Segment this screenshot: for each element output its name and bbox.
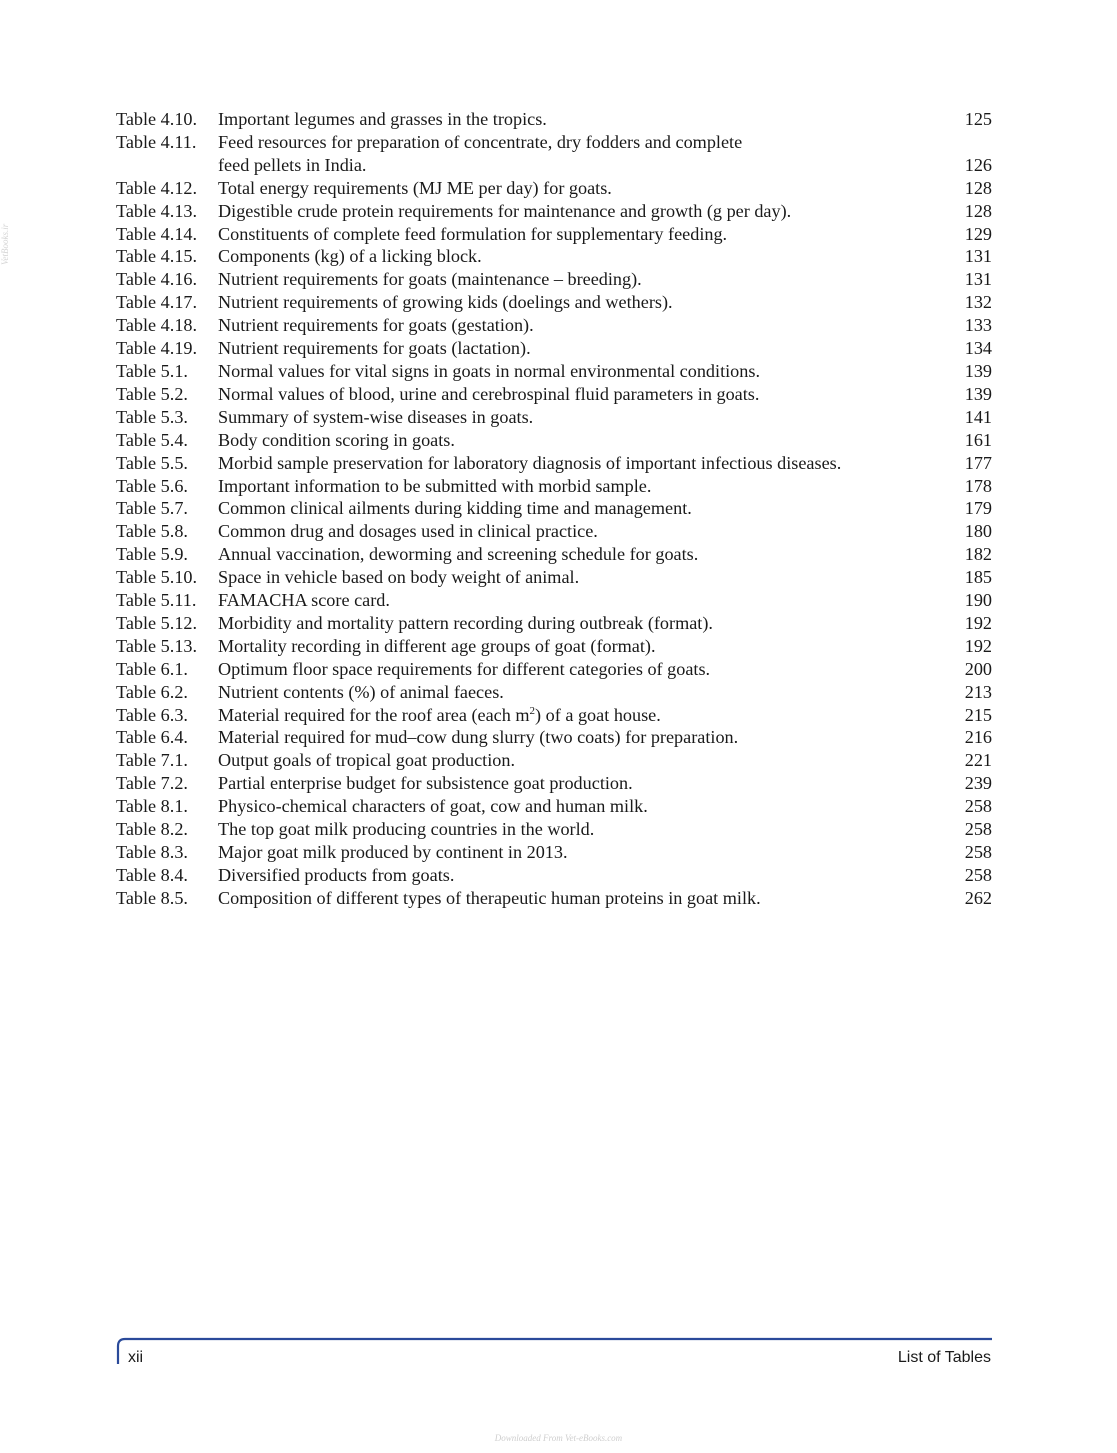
- table-entry-row: [116, 635, 992, 658]
- table-entry-label: Table 5.9.: [116, 544, 188, 565]
- table-entry-label: Table 5.3.: [116, 406, 188, 427]
- table-entry-row: [116, 749, 992, 772]
- table-entry-page: 139: [964, 383, 992, 404]
- table-entry-title: Annual vaccination, deworming and screening schedule for goats.: [218, 544, 699, 565]
- table-entry-title-line2: feed pellets in India.: [218, 154, 367, 175]
- table-entry-page: 239: [964, 773, 992, 794]
- table-entry-title: Important information to be submitted with morbid sample.: [218, 475, 652, 496]
- table-entry-label: Table 4.12.: [116, 177, 198, 198]
- table-entry-label: Table 7.1.: [116, 750, 188, 771]
- table-entry-page: 128: [964, 177, 992, 198]
- table-entry-title: [218, 131, 932, 154]
- table-entry-page: 179: [964, 498, 992, 519]
- table-entry-label: Table 4.14.: [116, 223, 198, 244]
- table-entry-row: [116, 772, 992, 795]
- table-entry-page: 192: [964, 635, 992, 656]
- table-entry-label: Table 4.17.: [116, 292, 198, 313]
- table-entry-row: [116, 612, 992, 635]
- table-entry-title: Nutrient requirements for goats (lactation).: [218, 338, 531, 359]
- table-entry-label: Table 5.2.: [116, 383, 188, 404]
- table-entry-row: [116, 268, 992, 291]
- table-entry-label: Table 4.15.: [116, 246, 198, 267]
- table-entry-row: [116, 864, 992, 887]
- table-entry-label: Table 4.13.: [116, 200, 198, 221]
- table-entry-label: Table 4.11.: [116, 131, 197, 152]
- table-entry-label: Table 5.11.: [116, 590, 197, 611]
- table-entry-row: [116, 497, 992, 520]
- table-entry-title: Important legumes and grasses in the tropics.: [218, 109, 547, 129]
- superscript: 2: [529, 704, 536, 717]
- list-of-tables: [116, 108, 992, 910]
- table-entry-row: [116, 223, 992, 246]
- table-entry-page: 258: [964, 796, 992, 817]
- table-entry-title: Composition of different types of therapeutic human proteins in goat milk.: [218, 887, 761, 908]
- table-entry-page: 190: [964, 590, 992, 611]
- table-entry-page: 131: [964, 246, 992, 267]
- table-entry-row: [116, 520, 992, 543]
- table-entry-row: [116, 383, 992, 406]
- table-entry-label: Table 5.13.: [116, 635, 198, 656]
- table-entry-page: 180: [964, 521, 992, 542]
- table-entry-page: 128: [964, 200, 992, 221]
- table-entry-row: [116, 704, 992, 727]
- table-entry-label: Table 4.18.: [116, 315, 198, 336]
- table-entry-label: Table 5.5.: [116, 452, 188, 473]
- table-entry-label: Table 5.7.: [116, 498, 188, 519]
- table-entry-row: [116, 177, 992, 200]
- table-entry-row: [116, 200, 992, 223]
- table-entry-label: Table 8.3.: [116, 842, 188, 862]
- table-entry-page: 192: [964, 612, 992, 633]
- table-entry-row: [116, 291, 992, 314]
- table-entry-label: Table 8.4.: [116, 864, 188, 885]
- table-entry-row: [116, 726, 992, 749]
- table-entry-title-line1: Feed resources for preparation of concentrate, dry fodders and complete: [218, 131, 743, 152]
- table-entry-row: [116, 452, 992, 475]
- table-entry-title: [218, 704, 932, 727]
- table-entry-title: Constituents of complete feed formulation for supplementary feeding.: [218, 223, 728, 244]
- table-entry-label: Table 5.8.: [116, 521, 188, 542]
- table-entry-row: [116, 566, 992, 589]
- table-entry-page: 262: [964, 887, 992, 908]
- table-entry-page: 258: [964, 864, 992, 885]
- table-entry-row: [116, 589, 992, 612]
- table-entry-row: [116, 360, 992, 383]
- table-entry-label: Table 8.5.: [116, 887, 188, 908]
- table-entry-title: Material required for mud–cow dung slurry (two coats) for preparation.: [218, 727, 739, 748]
- table-entry-page: 126: [964, 154, 992, 175]
- table-entry-title: Optimum floor space requirements for different categories of goats.: [218, 658, 711, 679]
- table-entry-title: Partial enterprise budget for subsistence goat production.: [218, 773, 633, 794]
- table-entry-title: Summary of system-wise diseases in goats.: [218, 406, 534, 427]
- table-entry-title: The top goat milk producing countries in the world.: [218, 819, 595, 840]
- table-entry-title: Morbidity and mortality pattern recording during outbreak (format).: [218, 612, 713, 633]
- table-entry-page: 129: [964, 223, 992, 244]
- table-entry-page: 133: [964, 315, 992, 336]
- table-entry-page: 139: [964, 360, 992, 381]
- table-entry-title: Major goat milk produced by continent in 2013.: [218, 842, 568, 862]
- table-entry-title: Common drug and dosages used in clinical practice.: [218, 521, 598, 542]
- table-entry-page: 161: [964, 429, 992, 450]
- footer-rule: [116, 1336, 992, 1366]
- table-entry-page: 132: [964, 292, 992, 313]
- table-entry-row: [116, 429, 992, 452]
- table-entry-row: [116, 795, 992, 818]
- table-entry-title: Digestible crude protein requirements for maintenance and growth (g per day).: [218, 200, 792, 221]
- table-entry-page: 258: [964, 842, 992, 862]
- table-entry-row: [116, 818, 992, 841]
- table-entry-row: [116, 131, 992, 154]
- table-entry-row: [116, 681, 992, 704]
- table-entry-title: Total energy requirements (MJ ME per day) for goats.: [218, 177, 612, 198]
- table-entry-row: [116, 658, 992, 681]
- table-entry-title: Nutrient requirements for goats (maintenance – breeding).: [218, 269, 642, 290]
- table-entry-title: Space in vehicle based on body weight of animal.: [218, 567, 580, 588]
- table-entry-row: [116, 245, 992, 268]
- running-footer-title: List of Tables: [897, 1349, 991, 1366]
- table-entry-label: Table 5.1.: [116, 360, 188, 381]
- table-entry-page: 182: [964, 544, 992, 565]
- table-entry-page: 125: [964, 109, 992, 129]
- table-entry-label: Table 8.1.: [116, 796, 188, 817]
- table-entry-title: FAMACHA score card.: [218, 590, 390, 611]
- table-entry-label: Table 6.4.: [116, 727, 188, 748]
- table-entry-label: Table 4.19.: [116, 338, 198, 359]
- table-entry-page: 178: [964, 475, 992, 496]
- table-entry-page: 221: [964, 750, 992, 771]
- table-entry-row: [116, 337, 992, 360]
- table-entry-label: Table 4.16.: [116, 269, 198, 290]
- table-entry-row: [116, 406, 992, 429]
- table-entry-row-continuation: [116, 154, 992, 177]
- table-entry-label: Table 5.10.: [116, 567, 198, 588]
- table-entry-row: [116, 475, 992, 498]
- table-entry-title: Output goals of tropical goat production.: [218, 750, 516, 771]
- table-entry-page: 200: [964, 658, 992, 679]
- table-entry-row: [116, 887, 992, 910]
- table-entry-title: Nutrient contents (%) of animal faeces.: [218, 681, 504, 702]
- bottom-watermark: Downloaded From Vet-eBooks.com: [494, 1433, 623, 1443]
- table-entry-label: Table 5.12.: [116, 612, 198, 633]
- table-entry-page: 215: [964, 704, 992, 725]
- page-number: xii: [128, 1349, 144, 1366]
- table-entry-label: Table 6.1.: [116, 658, 188, 679]
- table-entry-title: Nutrient requirements of growing kids (doelings and wethers).: [218, 292, 673, 313]
- table-entry-title: Nutrient requirements for goats (gestation).: [218, 315, 534, 336]
- table-entry-title: Common clinical ailments during kidding time and management.: [218, 498, 692, 519]
- table-entry-label: Table 5.4.: [116, 429, 188, 450]
- table-entry-title: Physico-chemical characters of goat, cow and human milk.: [218, 796, 648, 817]
- table-entry-title: Morbid sample preservation for laboratory diagnosis of important infectious diseases.: [218, 452, 842, 473]
- table-entry-label: Table 8.2.: [116, 819, 188, 840]
- table-entry-row: [116, 841, 992, 864]
- table-entry-label: Table 5.6.: [116, 475, 188, 496]
- table-entry-page: 131: [964, 269, 992, 290]
- table-entry-title: Normal values for vital signs in goats in normal environmental conditions.: [218, 360, 760, 381]
- table-entry-title-part: Material required for the roof area (each m: [218, 704, 530, 725]
- table-entry-title-part: ) of a goat house.: [535, 704, 661, 725]
- table-entry-label: Table 6.3.: [116, 704, 188, 725]
- table-entry-title: Components (kg) of a licking block.: [218, 246, 482, 267]
- table-entry-label: Table 6.2.: [116, 681, 188, 702]
- table-entry-title: Body condition scoring in goats.: [218, 429, 455, 450]
- table-entry-page: 258: [964, 819, 992, 840]
- table-entry-label: Table 4.10.: [116, 109, 198, 129]
- table-entry-page: 141: [964, 406, 992, 427]
- table-entry-label: Table 7.2.: [116, 773, 188, 794]
- table-entry-page: 185: [964, 567, 992, 588]
- table-entry-page: 216: [964, 727, 992, 748]
- table-entry-page: 213: [964, 681, 992, 702]
- table-entry-page: 134: [964, 338, 992, 359]
- table-entry-row: [116, 314, 992, 337]
- table-entry-row: [116, 108, 992, 131]
- table-entry-title: Diversified products from goats.: [218, 864, 455, 885]
- table-entry-row: [116, 543, 992, 566]
- table-entry-page: 177: [964, 452, 992, 473]
- table-entry-title: Normal values of blood, urine and cerebrospinal fluid parameters in goats.: [218, 383, 760, 404]
- table-entry-title: Mortality recording in different age groups of goat (format).: [218, 635, 656, 656]
- side-watermark: VetBooks.ir: [0, 223, 10, 265]
